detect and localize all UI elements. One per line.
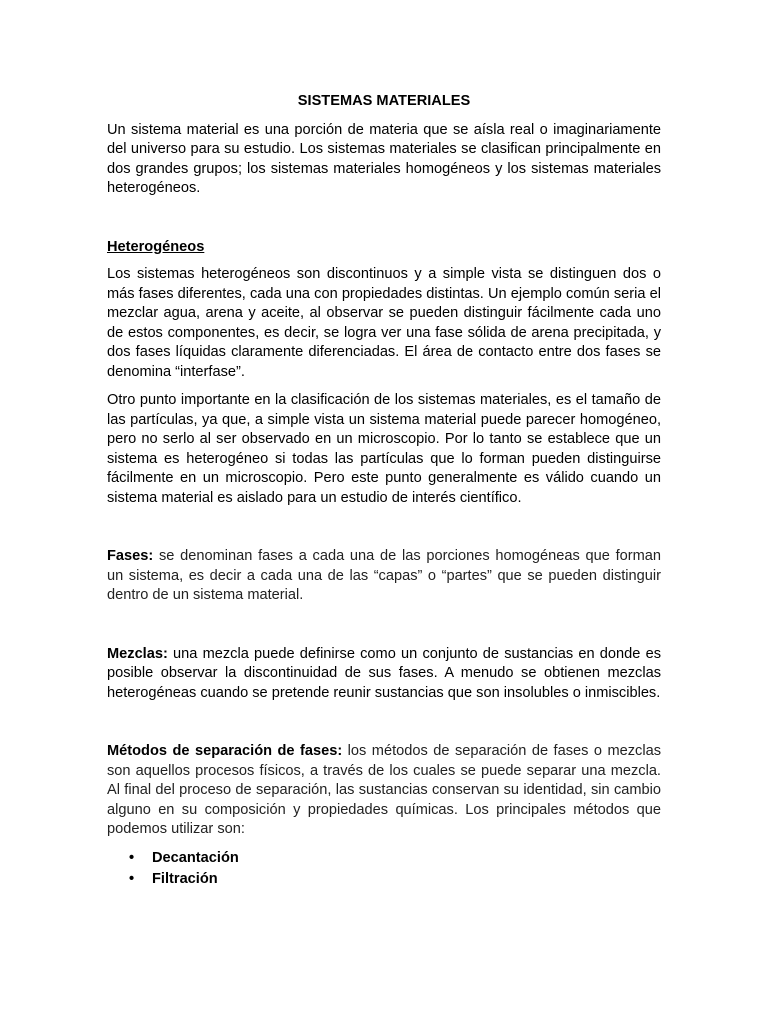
section-heading-heterogeneos: Heterogéneos: [107, 238, 205, 255]
list-item-label: Decantación: [152, 849, 239, 866]
list-item: [107, 869, 661, 890]
fases-paragraph: [107, 547, 661, 606]
document-body: [107, 92, 661, 890]
metodos-list: [107, 848, 661, 890]
metodos-term: Métodos de separación de fases:: [107, 743, 343, 759]
metodos-definition: los métodos de separación de fases o mezclas son aquellos procesos físicos, a través de los cuales se puede separar una mezcla. Al final del proceso de separación, las sustancias conservan su identidad, sin cambio alguno en su composición y propiedades químicas. Los principales métodos que podemos utilizar son:: [107, 743, 661, 837]
heterogeneos-paragraph-1: Los sistemas heterogéneos son discontinuos y a simple vista se distinguen dos o más fases diferentes, cada una con propiedades distintas. Un ejemplo común seria el mezclar agua, arena y aceite, al observar se pueden distinguir fácilmente cada uno de estos componentes, es decir, se logra ver una fase sólida de arena precipitada, y dos fases líquidas claramente diferenciadas. El área de contacto entre dos fases se denomina “interfase”.: [107, 266, 661, 380]
mezclas-paragraph: [107, 645, 661, 704]
metodos-paragraph: [107, 742, 661, 840]
spacer: [107, 199, 661, 238]
spacer: [107, 508, 661, 547]
spacer: [107, 606, 661, 645]
mezclas-term: Mezclas:: [107, 645, 168, 662]
page-title: SISTEMAS MATERIALES: [297, 93, 471, 109]
bullet-icon: •: [129, 870, 135, 887]
mezclas-definition: una mezcla puede definirse como un conjunto de sustancias en donde es posible observar la discontinuidad de sus fases. A menudo se obtienen mezclas heterogéneas cuando se pretende reunir sustancias que son insolubles o inmiscibles.: [107, 645, 661, 701]
intro-paragraph: Un sistema material es una porción de materia que se aísla real o imaginariamente del universo para su estudio. Los sistemas materiales se clasifican principalmente en dos grandes grupos; los sistemas materiales homogéneos y los sistemas materiales heterogéneos.: [107, 121, 661, 196]
list-item: [107, 848, 661, 869]
fases-definition: se denominan fases a cada una de las porciones homogéneas que forman un sistema, es decir a cada una de las “capas” o “partes” que se pueden distinguir dentro de un sistema material.: [107, 548, 661, 603]
fases-term: Fases:: [107, 548, 154, 564]
spacer: [107, 382, 661, 391]
bullet-icon: •: [129, 849, 135, 866]
heterogeneos-paragraph-2: Otro punto importante en la clasificación de los sistemas materiales, es el tamaño de las partículas, ya que, a simple vista un sistema material puede parecer homogéneo, pero no serlo al ser observado en un microscopio. Por lo tanto se establece que un sistema es heterogéneo si todas las partículas que lo forman pueden distinguirse fácilmente en un microscopio. Pero este punto generalmente es válido cuando un sistema material es aislado para un estudio de interés científico.: [107, 392, 661, 506]
spacer: [107, 703, 661, 742]
list-item-label: Filtración: [152, 870, 218, 887]
